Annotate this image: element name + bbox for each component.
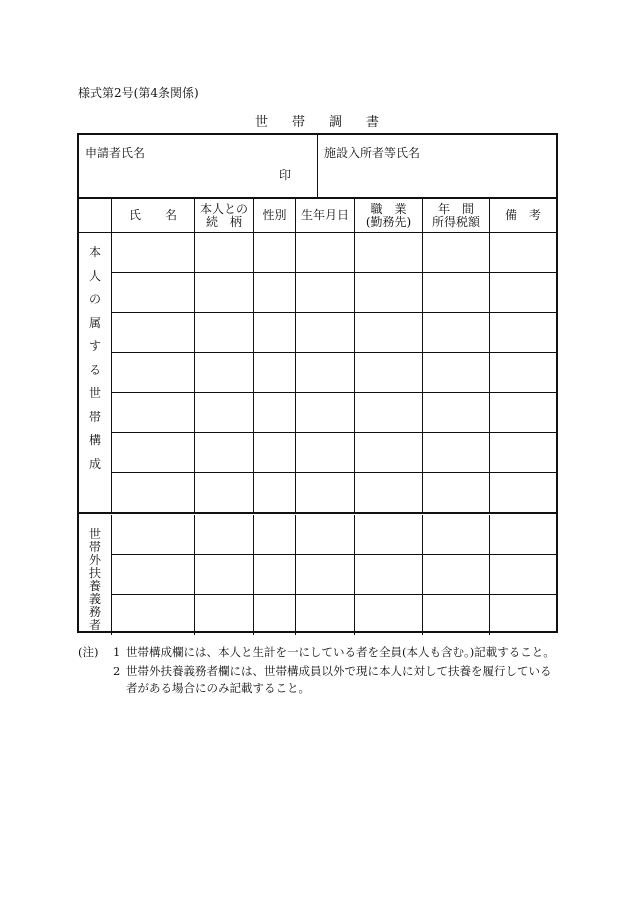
household-member-cell[interactable] <box>490 393 556 433</box>
household-member-cell[interactable] <box>254 233 296 273</box>
household-member-cell[interactable] <box>296 353 355 393</box>
household-member-cell[interactable] <box>254 313 296 353</box>
seal-label: 印 <box>279 168 292 182</box>
household-member-cell[interactable] <box>195 233 254 273</box>
household-member-cell[interactable] <box>254 273 296 313</box>
household-member-cell[interactable] <box>355 353 423 393</box>
household-member-cell[interactable] <box>296 473 355 513</box>
external-supporter-cell[interactable] <box>195 595 254 635</box>
label-char: 帯 <box>88 409 101 424</box>
household-member-cell[interactable] <box>355 313 423 353</box>
note-number: 1 <box>113 645 121 659</box>
notes-section <box>78 644 558 697</box>
column-header: 本人との 続 柄 <box>195 199 254 233</box>
household-member-cell[interactable] <box>195 433 254 473</box>
note-text: 世帯構成欄には、本人と生計を一にしている者を全員(本人も含む。)記載すること。 <box>126 645 555 659</box>
household-member-cell[interactable] <box>112 473 195 513</box>
household-member-cell[interactable] <box>112 353 195 393</box>
column-header: 職 業 (勤務先) <box>355 199 423 233</box>
column-header: 年 間 所得税額 <box>423 199 490 233</box>
external-supporter-cell[interactable] <box>423 555 490 595</box>
household-member-cell[interactable] <box>296 393 355 433</box>
household-member-cell[interactable] <box>490 273 556 313</box>
external-supporter-cell[interactable] <box>423 515 490 555</box>
household-member-cell[interactable] <box>195 353 254 393</box>
external-supporter-cell[interactable] <box>112 595 195 635</box>
household-member-cell[interactable] <box>355 233 423 273</box>
label-char: 務 <box>88 605 101 619</box>
label-char: 扶 <box>88 566 101 580</box>
header-blank-cell <box>79 199 112 233</box>
household-member-cell[interactable] <box>254 433 296 473</box>
household-member-cell[interactable] <box>254 353 296 393</box>
title-char: 調 <box>329 115 343 130</box>
external-supporter-cell[interactable] <box>195 555 254 595</box>
household-member-cell[interactable] <box>296 433 355 473</box>
household-composition-label <box>79 233 112 513</box>
external-supporter-cell[interactable] <box>296 515 355 555</box>
note-item <box>78 663 558 697</box>
section-divider <box>79 512 556 514</box>
external-supporter-cell[interactable] <box>195 515 254 555</box>
label-char: 属 <box>88 315 101 330</box>
household-member-cell[interactable] <box>355 393 423 433</box>
household-member-cell[interactable] <box>296 233 355 273</box>
household-member-cell[interactable] <box>112 273 195 313</box>
external-supporter-cell[interactable] <box>296 595 355 635</box>
external-supporter-cell[interactable] <box>355 555 423 595</box>
column-header: 性別 <box>254 199 296 233</box>
external-supporter-cell[interactable] <box>254 555 296 595</box>
household-member-cell[interactable] <box>254 473 296 513</box>
label-char: 義 <box>88 592 101 606</box>
external-supporter-cell[interactable] <box>254 595 296 635</box>
household-member-cell[interactable] <box>490 233 556 273</box>
label-char: 者 <box>88 618 101 632</box>
label-char: 本 <box>88 245 101 259</box>
form-number: 様式第2号(第4条関係) <box>78 86 199 100</box>
household-member-cell[interactable] <box>490 433 556 473</box>
applicant-name-label: 申請者氏名 <box>85 146 146 160</box>
household-member-cell[interactable] <box>355 473 423 513</box>
external-supporter-cell[interactable] <box>490 595 556 635</box>
external-supporter-cell[interactable] <box>112 515 195 555</box>
household-survey-form <box>77 133 558 633</box>
title-char: 世 <box>255 115 269 130</box>
external-supporter-cell[interactable] <box>490 555 556 595</box>
external-supporter-label <box>79 515 112 635</box>
label-char: 構 <box>88 433 101 447</box>
external-supporter-cell[interactable] <box>423 595 490 635</box>
household-member-cell[interactable] <box>355 433 423 473</box>
title-char: 書 <box>366 115 380 130</box>
applicant-name-field[interactable] <box>79 135 318 197</box>
household-member-cell[interactable] <box>296 273 355 313</box>
label-char: 成 <box>88 456 101 471</box>
note-number: 2 <box>113 664 121 678</box>
label-char: 世 <box>88 386 101 400</box>
household-member-cell[interactable] <box>423 393 490 433</box>
household-member-cell[interactable] <box>423 273 490 313</box>
household-member-cell[interactable] <box>112 233 195 273</box>
applicant-section <box>79 135 556 199</box>
external-supporter-cell[interactable] <box>355 595 423 635</box>
household-member-cell[interactable] <box>423 313 490 353</box>
external-supporter-cell[interactable] <box>355 515 423 555</box>
household-member-cell[interactable] <box>296 313 355 353</box>
label-char: 世 <box>88 527 101 541</box>
external-supporter-cell[interactable] <box>112 555 195 595</box>
household-member-cell[interactable] <box>195 473 254 513</box>
household-member-cell[interactable] <box>112 313 195 353</box>
label-char: 外 <box>88 553 101 567</box>
label-char: る <box>88 362 101 377</box>
title-char: 帯 <box>292 115 306 130</box>
household-member-cell[interactable] <box>195 393 254 433</box>
note-text: 世帯外扶養義務者欄には、世帯構成員以外で現に本人に対して扶養を履行している者がある場合にのみ記載すること。 <box>126 664 552 695</box>
household-member-cell[interactable] <box>423 433 490 473</box>
facility-resident-name-field[interactable] <box>318 135 556 197</box>
household-member-cell[interactable] <box>490 313 556 353</box>
column-header: 生年月日 <box>296 199 355 233</box>
document-title <box>255 111 403 130</box>
label-char: 養 <box>88 579 101 593</box>
household-member-cell[interactable] <box>490 353 556 393</box>
household-member-cell[interactable] <box>423 353 490 393</box>
label-char: 人 <box>88 268 101 283</box>
household-member-cell[interactable] <box>423 473 490 513</box>
column-header: 氏 名 <box>112 199 195 233</box>
household-member-cell[interactable] <box>112 433 195 473</box>
note-item <box>78 644 558 661</box>
external-supporter-cell[interactable] <box>490 515 556 555</box>
household-member-cell[interactable] <box>254 393 296 433</box>
household-member-cell[interactable] <box>195 313 254 353</box>
column-header: 備 考 <box>490 199 556 233</box>
external-supporter-cell[interactable] <box>254 515 296 555</box>
facility-resident-name-label: 施設入所者等氏名 <box>324 146 421 160</box>
household-member-cell[interactable] <box>112 393 195 433</box>
household-member-cell[interactable] <box>195 273 254 313</box>
household-member-cell[interactable] <box>355 273 423 313</box>
household-member-cell[interactable] <box>423 233 490 273</box>
label-char: 帯 <box>88 540 101 554</box>
label-char: の <box>88 292 101 306</box>
note-tag: (注) <box>78 645 99 659</box>
label-char: す <box>88 339 101 353</box>
external-supporter-cell[interactable] <box>296 555 355 595</box>
household-member-cell[interactable] <box>490 473 556 513</box>
